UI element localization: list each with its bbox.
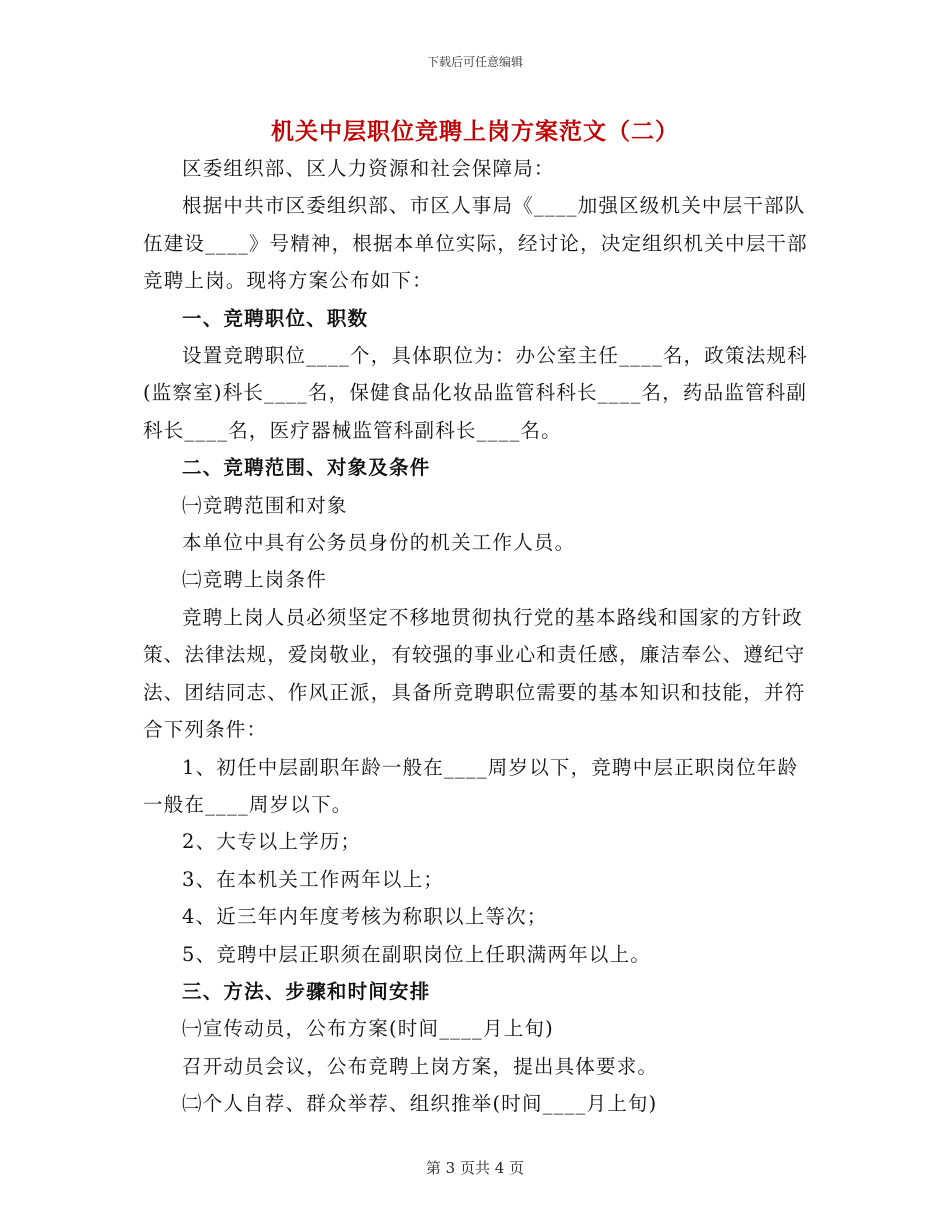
paragraph: ㈠竞聘范围和对象 <box>182 493 348 517</box>
paragraph: 3、在本机关工作两年以上； <box>182 867 445 891</box>
document-body <box>143 150 808 1123</box>
paragraph: ㈡竞聘上岗条件 <box>182 568 327 592</box>
section-heading: 三、方法、步骤和时间安排 <box>182 979 431 1003</box>
paragraph: 竞聘上岗人员必须坚定不移地贯彻执行党的基本路线和国家的方针政策、法律法规，爱岗敬业，有较强的事业心和责任感，廉洁奉公、遵纪守法、团结同志、作风正派，具备所竞聘职位需要的基本知识和技能，并符合下列条件： <box>143 605 806 742</box>
paragraph: 根据中共市区委组织部、市区人事局《____加强区级机关中层干部队伍建设____》号精神，根据本单位实际，经讨论，决定组织机关中层干部竞聘上岗。现将方案公布如下： <box>143 194 808 293</box>
paragraph: 1、初任中层副职年龄一般在____周岁以下，竞聘中层正职岗位年龄一般在____周岁以下。 <box>143 755 799 816</box>
paragraph: 召开动员会议，公布竞聘上岗方案，提出具体要求。 <box>182 1054 659 1078</box>
paragraph: 设置竞聘职位____个，具体职位为：办公室主任____名，政策法规科(监察室)科长____名，保健食品化妆品监管科科长____名，药品监管科副科长____名，医疗器械监管科副科长____名。 <box>143 344 808 442</box>
page-footer: 第 3 页共 4 页 <box>425 1159 525 1177</box>
paragraph: 5、竞聘中层正职须在副职岗位上任职满两年以上。 <box>182 942 652 966</box>
document-title: 机关中层职位竞聘上岗方案范文（二） <box>271 118 679 145</box>
paragraph: ㈠宣传动员，公布方案(时间____月上旬) <box>182 1017 554 1041</box>
paragraph: 区委组织部、区人力资源和社会保障局： <box>182 157 555 180</box>
section-heading: 二、竞聘范围、对象及条件 <box>182 456 431 480</box>
paragraph: ㈡个人自荐、群众举荐、组织推举(时间____月上旬) <box>182 1092 658 1116</box>
header-note: 下载后可任意编辑 <box>426 55 523 69</box>
section-heading: 一、竞聘职位、职数 <box>182 306 369 330</box>
paragraph: 4、近三年内年度考核为称职以上等次； <box>182 905 548 929</box>
paragraph: 本单位中具有公务员身份的机关工作人员。 <box>182 531 576 555</box>
paragraph: 2、大专以上学历； <box>182 830 362 854</box>
